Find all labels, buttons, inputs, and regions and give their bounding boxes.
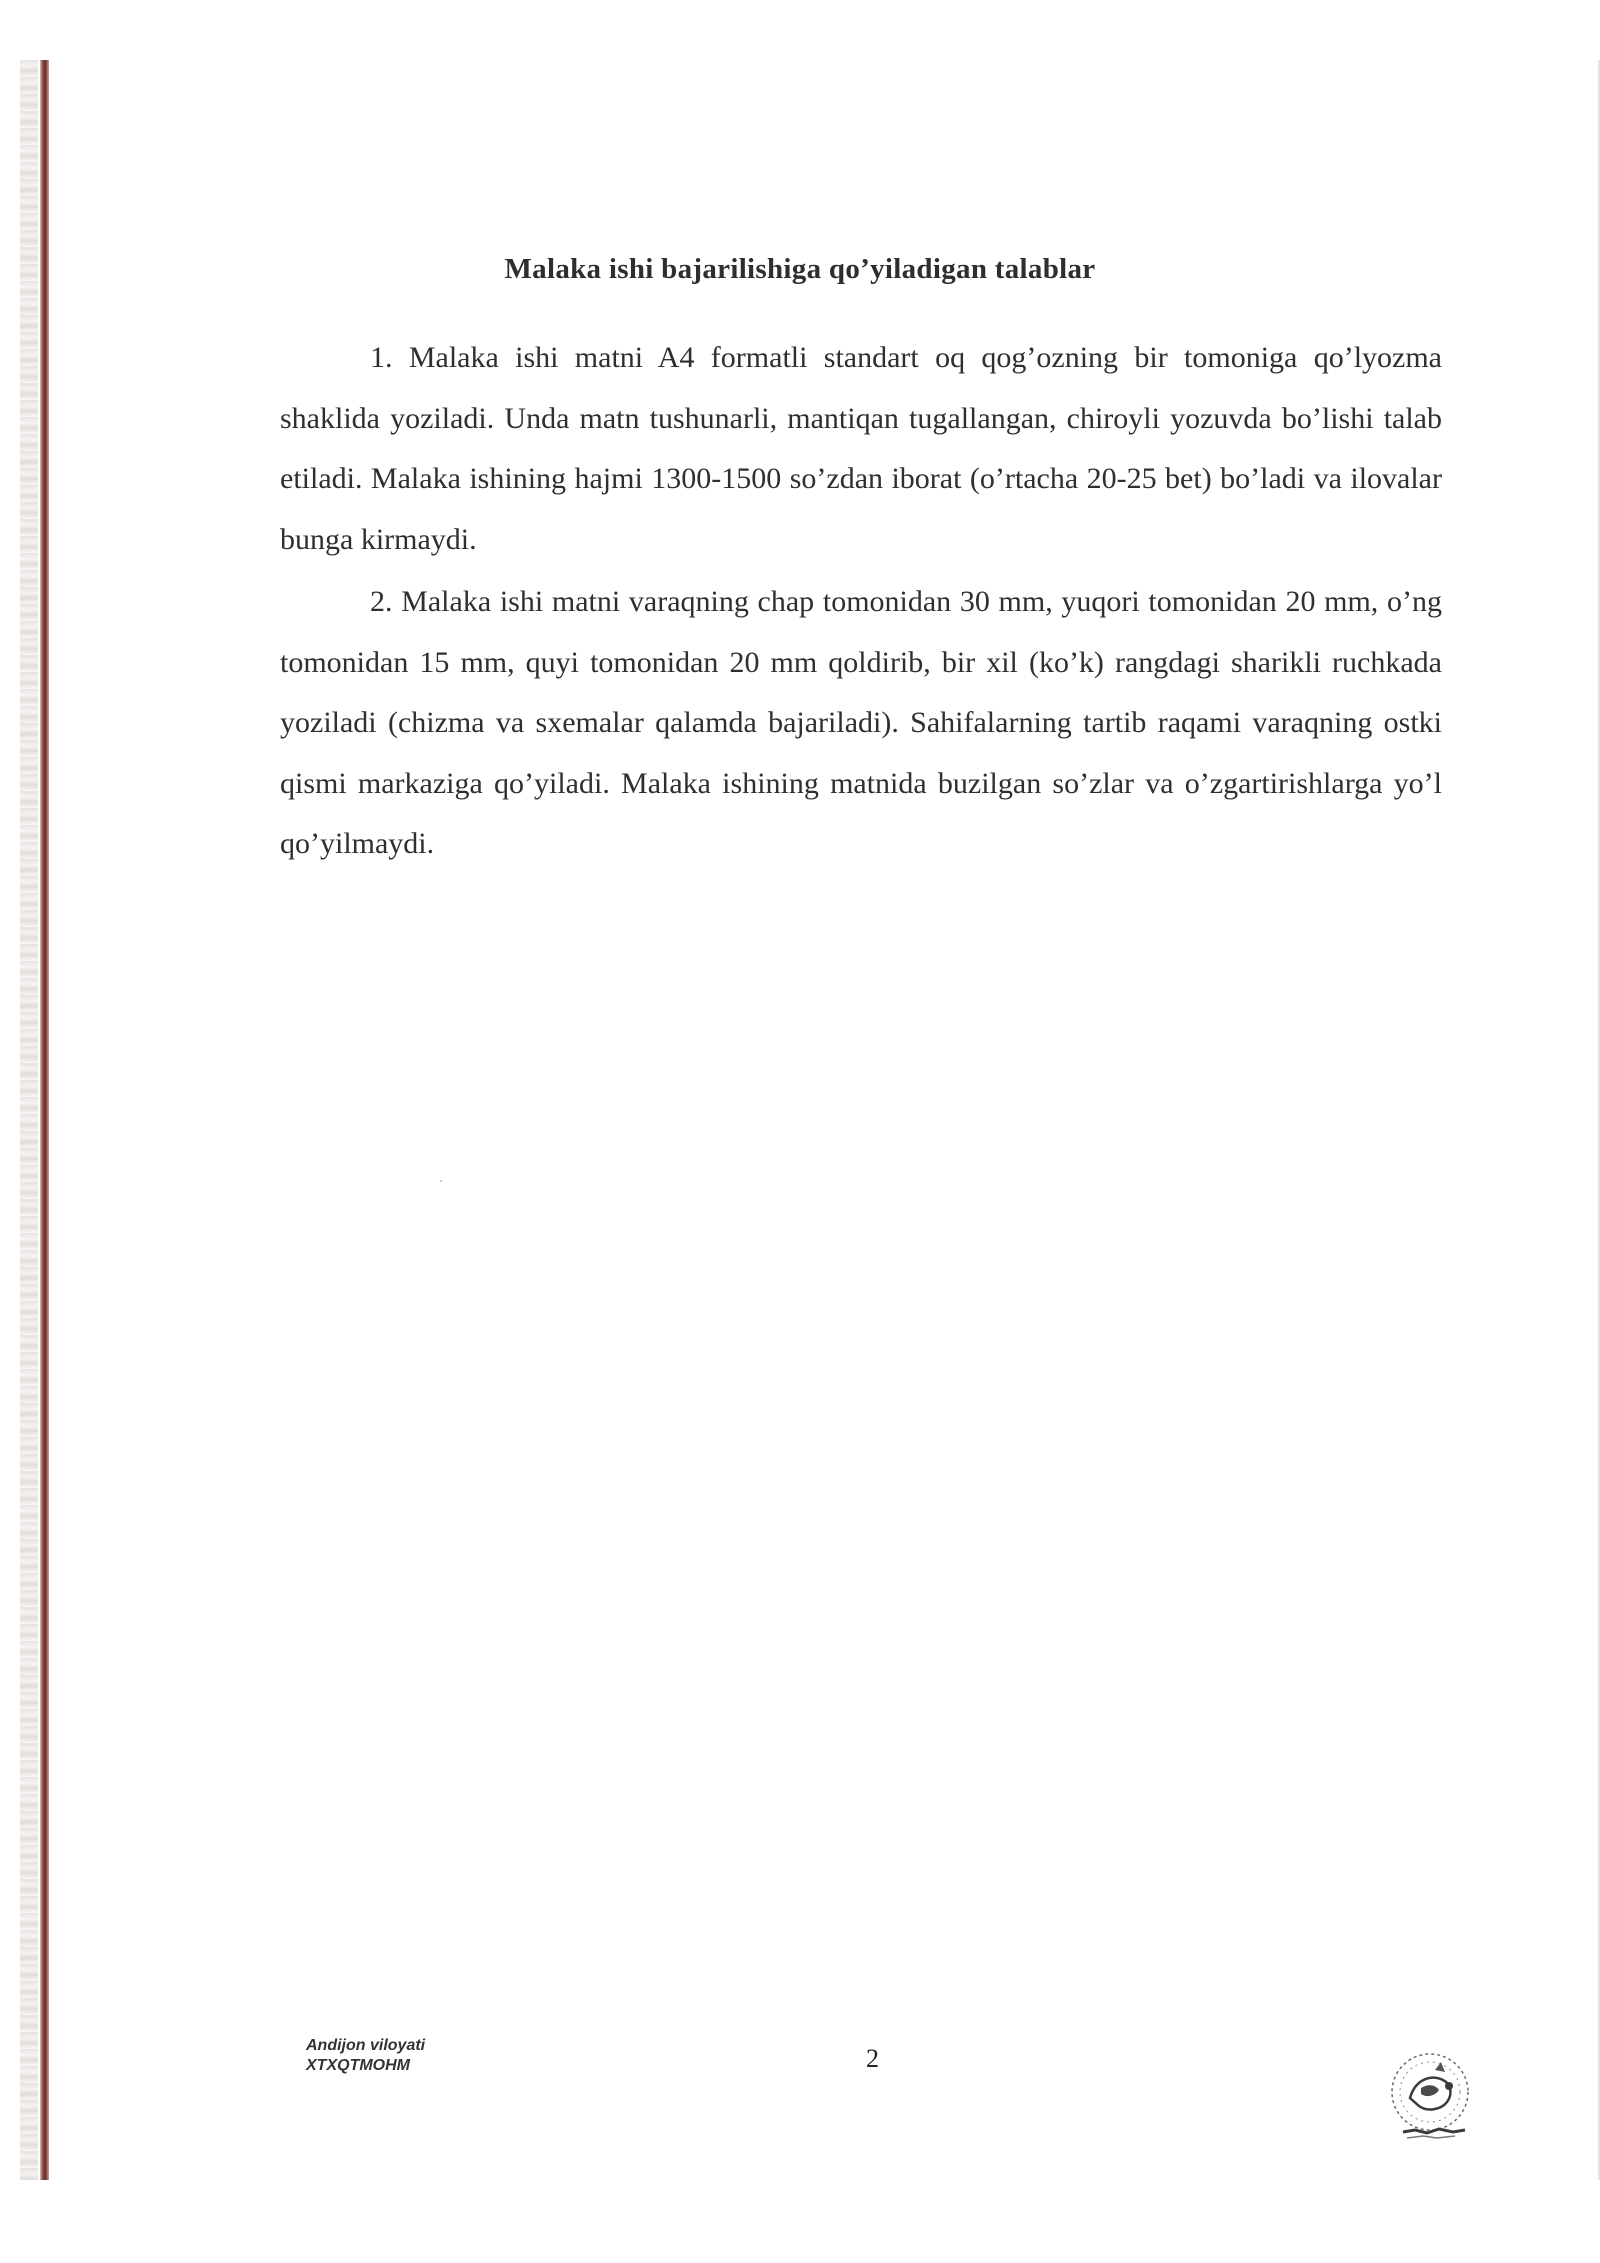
page-number: 2 [866, 2044, 879, 2073]
binding-shadow [20, 60, 38, 2180]
paragraph-1: 1. Malaka ishi matni A4 formatli standart oq qog’ozning bir tomoniga qo’lyozma shaklida yoziladi. Unda matn tushunarli, mantiqan tugallangan, chiroyli yozuvda bo’lishi talab etiladi. Malaka ishining hajmi 1300-1500 so’zdan iborat (o’rtacha 20-25 bet) bo’ladi va ilovalar bunga kirmaydi. [280, 341, 1442, 556]
footer-org-line-2: XTXQTMOHM [306, 2057, 410, 2074]
document-body [280, 328, 1442, 877]
paragraph-2: 2. Malaka ishi matni varaqning chap tomonidan 30 mm, yuqori tomonidan 20 mm, o’ng tomonidan 15 mm, quyi tomonidan 20 mm qoldirib, bir xil (ko’k) rangdagi sharikli ruchkada yoziladi (chizma va sxemalar qalamda bajariladi). Sahifalarning tartib raqami varaqning ostki qismi markaziga qo’yiladi. Malaka ishining matnida buzilgan so’zlar va o’zgartirishlarga yo’l qo’yilmaydi. [280, 585, 1442, 860]
binding-edge [40, 60, 49, 2180]
page-title: Malaka ishi bajarilishiga qo’yiladigan talablar [504, 253, 1096, 285]
footer-org-line-1: Andijon viloyati [306, 2037, 426, 2054]
emblem-seal-icon [1375, 2040, 1485, 2150]
footer-organization [306, 2036, 425, 2076]
scan-speck [440, 1180, 442, 1182]
